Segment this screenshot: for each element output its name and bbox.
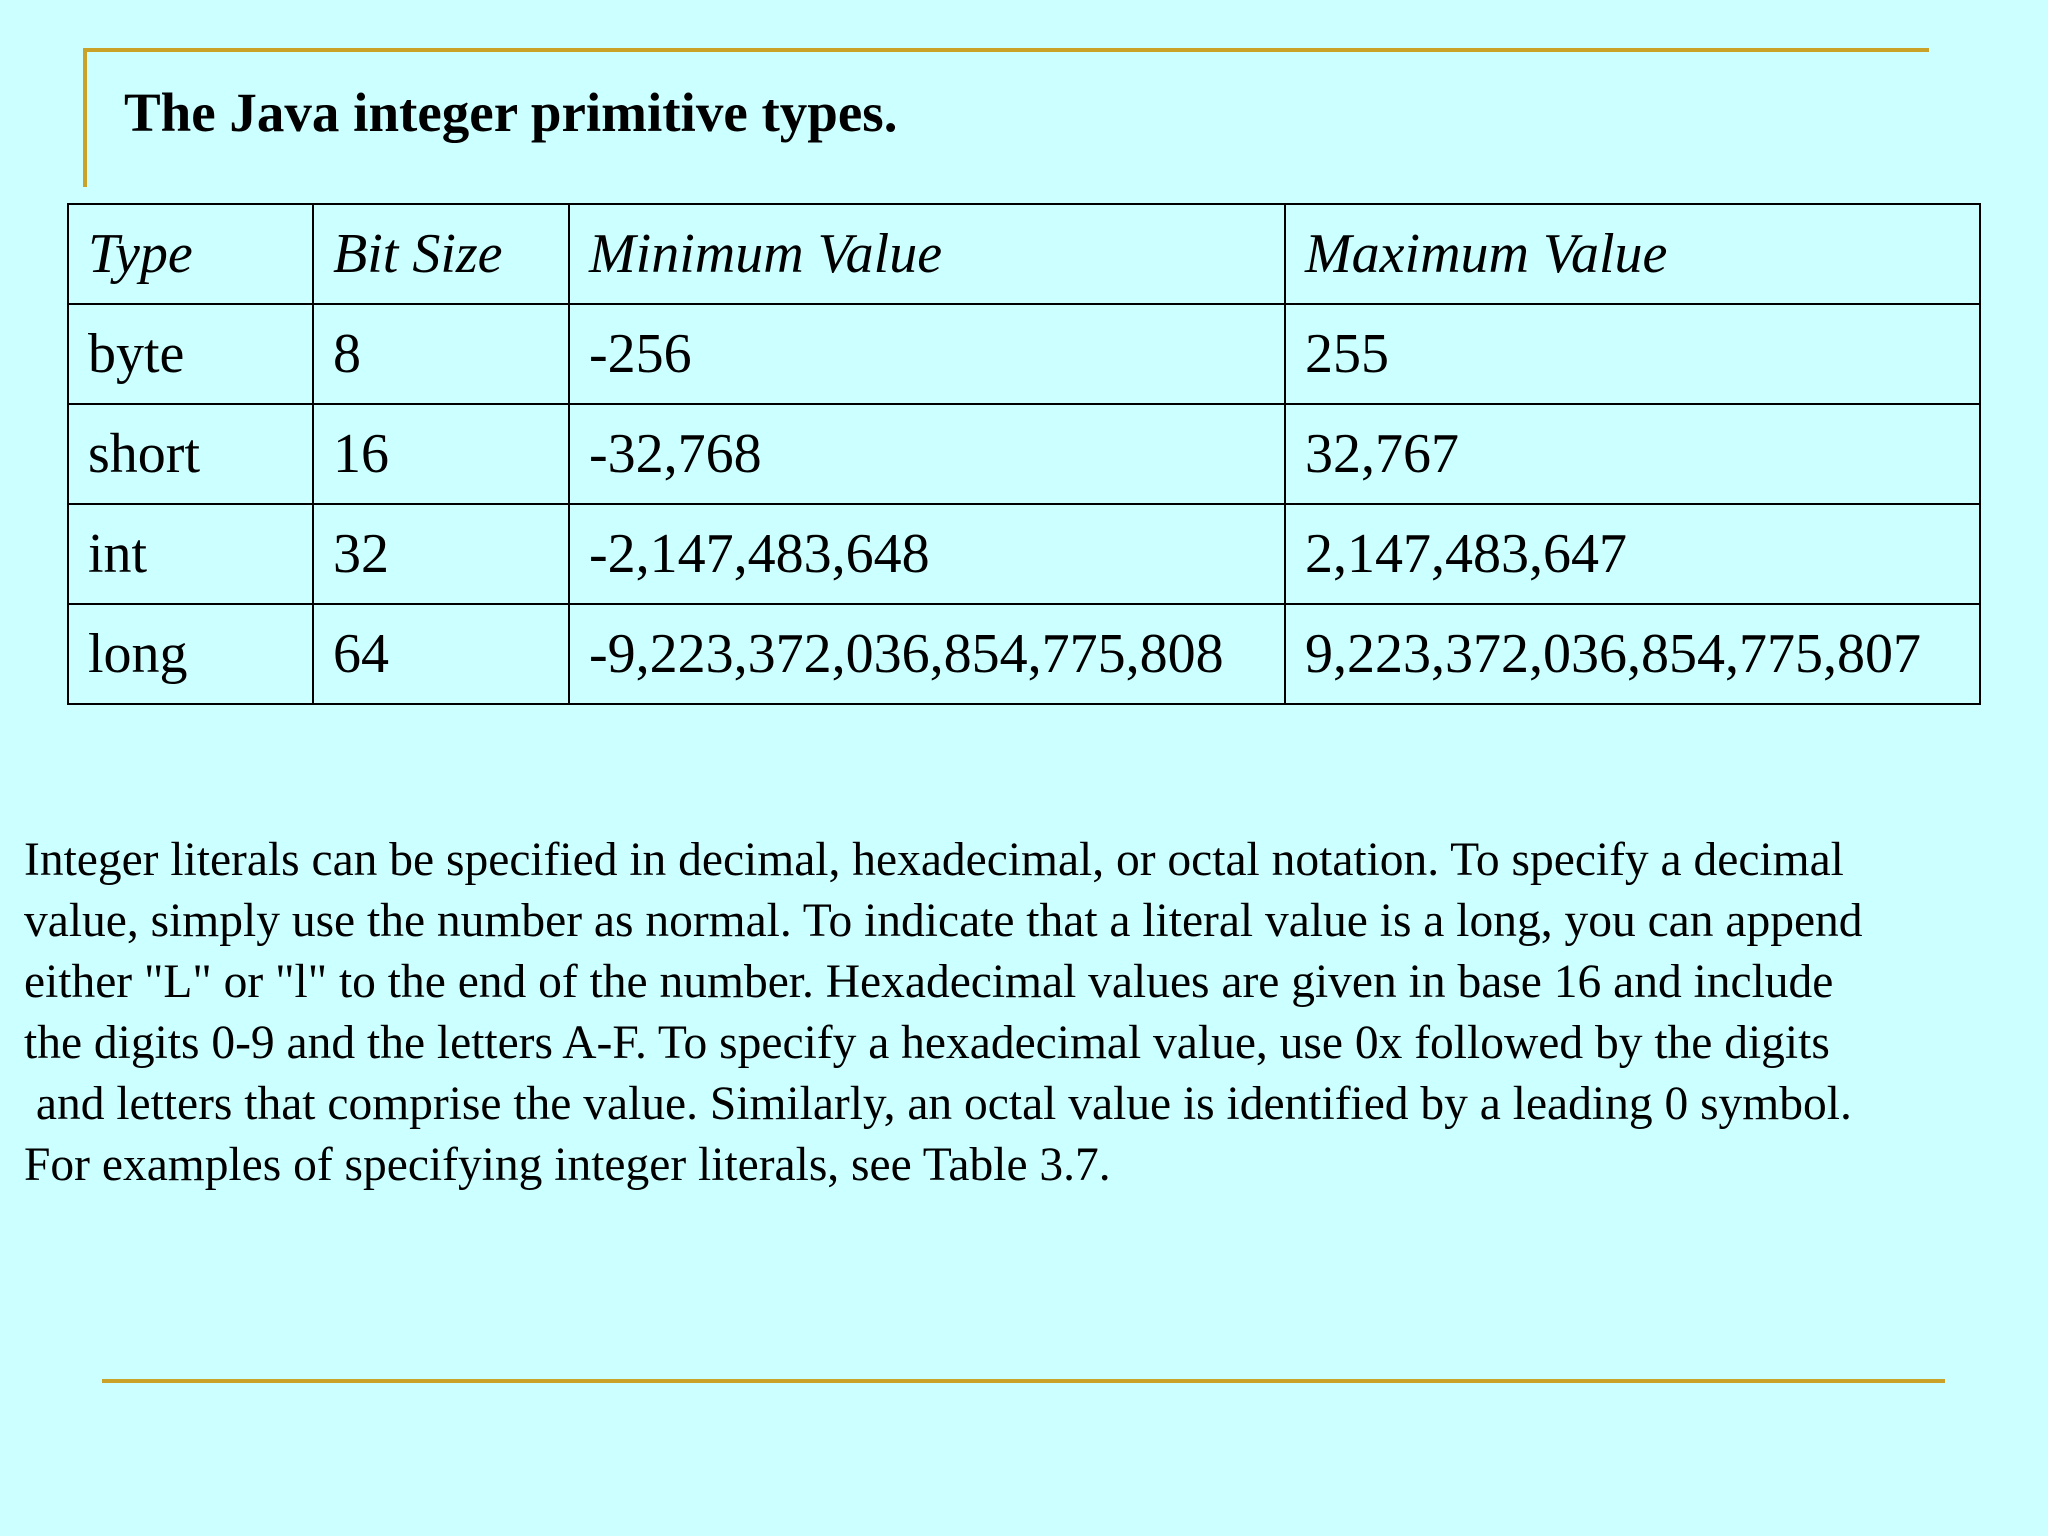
header-type: Type [68,204,313,304]
table-row [68,404,1980,504]
slide-title: The Java integer primitive types. [124,82,898,143]
body-line: Integer literals can be specified in decimal, hexadecimal, or octal notation. To specify a decimal [24,834,1844,886]
integer-types-table [67,203,1981,705]
title-accent-top-rule [83,48,1929,52]
cell-type: byte [68,304,313,404]
cell-minimum-value: -2,147,483,648 [569,504,1285,604]
cell-minimum-value: -32,768 [569,404,1285,504]
table-row [68,304,1980,404]
header-minimum-value: Minimum Value [569,204,1285,304]
cell-minimum-value: -256 [569,304,1285,404]
cell-maximum-value: 9,223,372,036,854,775,807 [1285,604,1980,704]
table-header-row [68,204,1980,304]
cell-bit-size: 32 [313,504,569,604]
title-accent-left-rule [83,48,87,187]
table-row [68,504,1980,604]
cell-maximum-value: 2,147,483,647 [1285,504,1980,604]
body-line: the digits 0-9 and the letters A-F. To specify a hexadecimal value, use 0x followed by the digits [24,1017,1830,1069]
body-line: either "L" or "l" to the end of the number. Hexadecimal values are given in base 16 and include [24,956,1834,1008]
table-row [68,604,1980,704]
bottom-accent-rule [102,1379,1945,1383]
cell-type: short [68,404,313,504]
header-bit-size: Bit Size [313,204,569,304]
cell-bit-size: 64 [313,604,569,704]
body-line: value, simply use the number as normal. To indicate that a literal value is a long, you can append [24,895,1863,947]
cell-maximum-value: 255 [1285,304,1980,404]
cell-bit-size: 16 [313,404,569,504]
cell-type: int [68,504,313,604]
cell-minimum-value: -9,223,372,036,854,775,808 [569,604,1285,704]
body-line: and letters that comprise the value. Similarly, an octal value is identified by a leading 0 symbol. [24,1078,1852,1130]
body-line: For examples of specifying integer literals, see Table 3.7. [24,1139,1111,1191]
body-paragraph [24,830,2034,1196]
cell-type: long [68,604,313,704]
cell-maximum-value: 32,767 [1285,404,1980,504]
header-maximum-value: Maximum Value [1285,204,1980,304]
cell-bit-size: 8 [313,304,569,404]
